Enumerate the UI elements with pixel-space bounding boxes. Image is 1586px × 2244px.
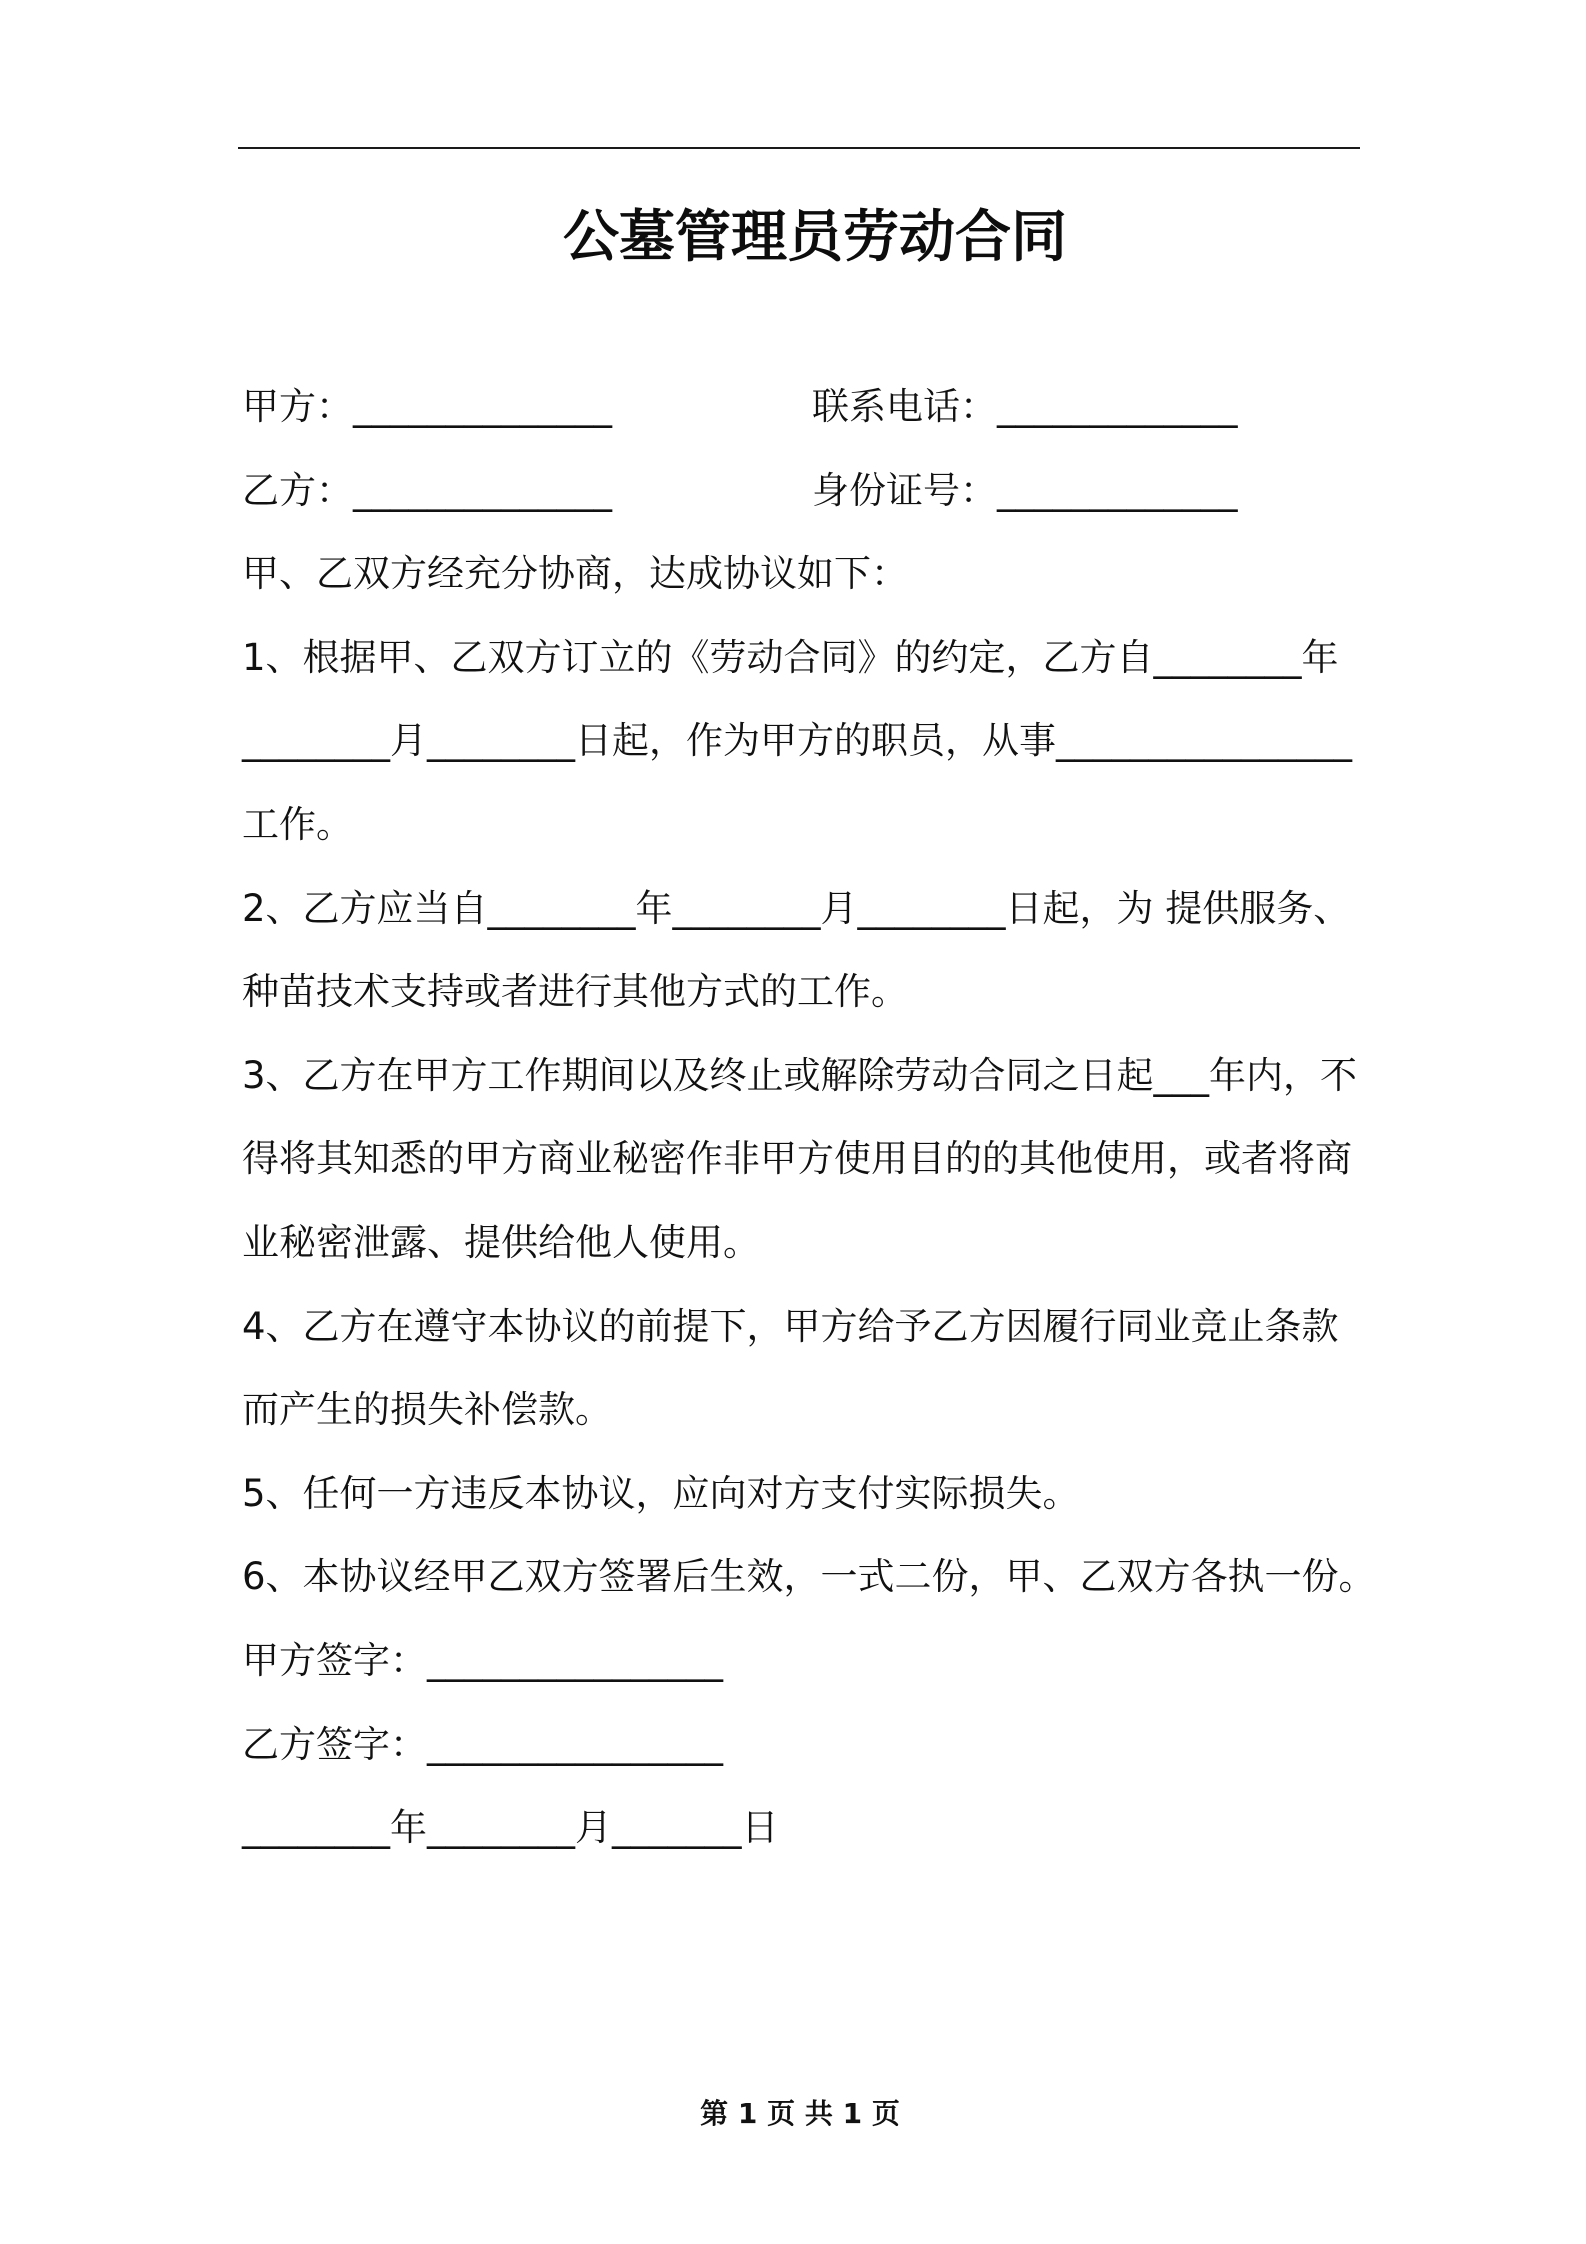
clause-1-line-2: ________月________日起，作为甲方的职员，从事________________ bbox=[242, 719, 1352, 763]
clause-2-line-1: 2、乙方应当自________年________月________日起，为 提供服务、 bbox=[242, 886, 1351, 930]
clause-4-line-2: 而产生的损失补偿款。 bbox=[242, 1388, 612, 1432]
clause-5-line-1: 5、任何一方违反本协议，应向对方支付实际损失。 bbox=[242, 1471, 1080, 1515]
clause-3-line-2: 得将其知悉的甲方商业秘密作非甲方使用目的的其他使用，或者将商 bbox=[242, 1137, 1352, 1181]
clause-3-line-1: 3、乙方在甲方工作期间以及终止或解除劳动合同之日起___年内，不 bbox=[242, 1053, 1358, 1097]
page-number-footer: 第 1 页 共 1 页 bbox=[700, 2097, 900, 2130]
clause-6-line-1: 6、本协议经甲乙双方签署后生效，一式二份，甲、乙双方各执一份。 bbox=[242, 1555, 1376, 1599]
document-title: 公墓管理员劳动合同 bbox=[563, 205, 1067, 270]
clause-1-line-1: 1、根据甲、乙双方订立的《劳动合同》的约定，乙方自________年 bbox=[242, 635, 1339, 679]
intro-text: 甲、乙双方经充分协商，达成协议如下： bbox=[242, 552, 908, 596]
clause-1-line-3: 工作。 bbox=[242, 802, 353, 846]
id-number-field: 身份证号：_____________ bbox=[812, 468, 1238, 512]
party-b-field: 乙方：______________ bbox=[242, 468, 612, 512]
party-b-signature: 乙方签字：________________ bbox=[242, 1722, 723, 1766]
clause-4-line-1: 4、乙方在遵守本协议的前提下，甲方给予乙方因履行同业竞止条款 bbox=[242, 1304, 1339, 1348]
signature-date: ________年________月_______日 bbox=[242, 1806, 779, 1850]
party-info-row-b bbox=[242, 449, 1442, 533]
document-body bbox=[242, 365, 1442, 1870]
party-info-row-a bbox=[242, 365, 1442, 449]
header-rule bbox=[238, 147, 1360, 149]
clause-3-line-3: 业秘密泄露、提供给他人使用。 bbox=[242, 1220, 760, 1264]
party-a-field: 甲方：______________ bbox=[242, 385, 612, 428]
phone-field: 联系电话：_____________ bbox=[812, 385, 1238, 428]
party-a-signature: 甲方签字：________________ bbox=[242, 1638, 723, 1682]
clause-2-line-2: 种苗技术支持或者进行其他方式的工作。 bbox=[242, 970, 908, 1014]
